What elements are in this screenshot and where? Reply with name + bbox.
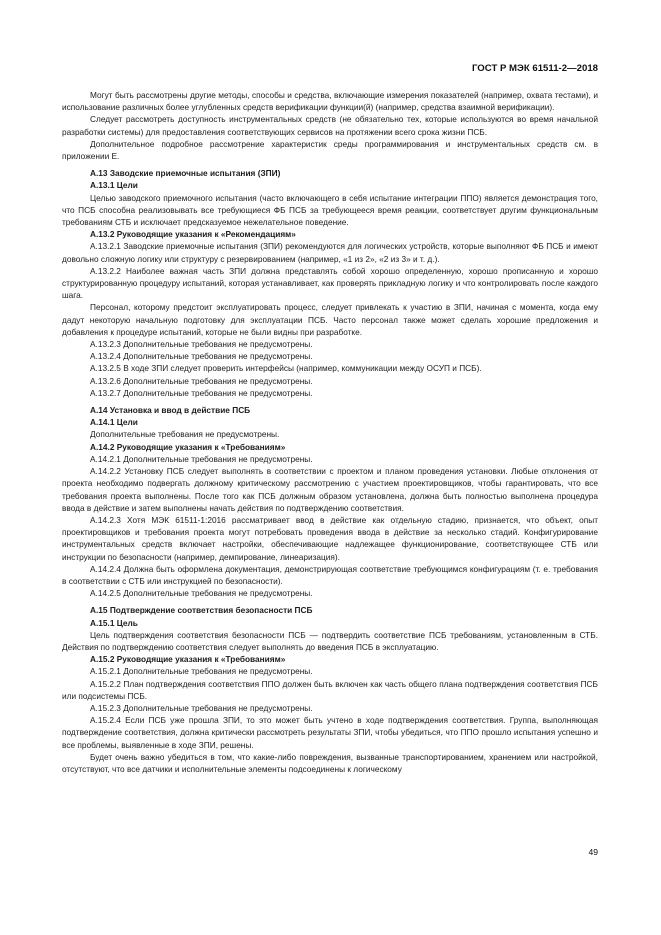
paragraph: А.15.2.4 Если ПСБ уже прошла ЗПИ, то это может быть учтено в ходе подтверждения соответствия. Группа, выполняющая подтверждение соответствия, должна критически рассмотреть результаты ЗПИ, чтобы убедиться, что ППО прошло испытания успешно и все проблемы, выявленные в ходе ЗПИ, решены. <box>62 715 598 750</box>
section-heading-a15: А.15 Подтверждение соответствия безопасности ПСБ <box>90 605 313 616</box>
paragraph: А.14.2.4 Должна быть оформлена документация, демонстрирующая соответствие требующимся конфигурациям (т. е. требования в соответствии с СТБ или инструкцией по безопасности). <box>62 563 598 586</box>
subsection-heading: А.14.2 Руководящие указания к «Требованиям» <box>90 441 286 452</box>
paragraph: Дополнительные требования не предусмотрены. <box>90 429 280 440</box>
paragraph: А.15.2.3 Дополнительные требования не предусмотрены. <box>90 702 313 713</box>
paragraph: А.15.2.2 План подтверждения соответствия ППО должен быть включен как часть общего плана подтверждения соответствия ПСБ или подсистемы ПСБ. <box>62 678 598 701</box>
paragraph: Цель подтверждения соответствия безопасности ПСБ — подтвердить соответствие ПСБ требованиям, установленным в СТБ. Действия по подтверждению соответствия следует выполнять до введения ПСБ в эксплуатацию. <box>62 629 598 652</box>
subsection-heading: А.13.2 Руководящие указания к «Рекомендациям» <box>90 229 296 240</box>
subsection-heading: А.13.1 Цели <box>90 180 138 191</box>
subsection-heading: А.14.1 Цели <box>90 417 138 428</box>
subsection-heading: А.15.1 Цель <box>90 617 138 628</box>
paragraph: А.13.2.1 Заводские приемочные испытания (ЗПИ) рекомендуются для логических устройств, которые выполняют ФБ ПСБ и имеют довольно сложную логику или структуру с резервированием (например, «1 из 2», «2 из 3» и т. д.). <box>62 241 598 264</box>
paragraph: А.14.2.2 Установку ПСБ следует выполнять в соответствии с проектом и планом проведения установки. Любые отклонения от проекта необходимо подвергать должному критическому рассмотрению с участием проектировщиков, чтобы гарантировать, что все требования проекта выполнены. После того как ПСБ должным образом установлена, должна быть полностью выполнена процедура ввода в действие и затем выполнены начать действия по подтверждению соответствия. <box>62 466 598 513</box>
paragraph: А.13.2.2 Наиболее важная часть ЗПИ должна представлять собой хорошо определенную, хорошо прописанную и хорошо структурированную процедуру испытаний, которая устанавливает, как проверять прикладную логику и что контролировать после каждого шага. <box>62 265 598 301</box>
section-heading-a13: А.13 Заводские приемочные испытания (ЗПИ) <box>90 168 281 179</box>
paragraph: А.13.2.5 В ходе ЗПИ следует проверить интерфейсы (например, коммуникации между ОСУП и ПСБ). <box>90 363 482 374</box>
paragraph: Следует рассмотреть доступность инструментальных средств (не обязательно тех, которые используются во время начальной разработки системы) для предоставления соответствующих сервисов на протяжении всего срока жизни ПСБ. <box>62 114 598 137</box>
paragraph: А.13.2.7 Дополнительные требования не предусмотрены. <box>90 387 313 398</box>
paragraph: А.15.2.1 Дополнительные требования не предусмотрены. <box>90 666 313 677</box>
paragraph: А.13.2.3 Дополнительные требования не предусмотрены. <box>90 339 313 350</box>
section-heading-a14: А.14 Установка и ввод в действие ПСБ <box>90 405 251 416</box>
paragraph: А.14.2.1 Дополнительные требования не предусмотрены. <box>90 453 313 464</box>
document-code-header: ГОСТ Р МЭК 61511-2—2018 <box>471 63 598 74</box>
paragraph: Целью заводского приемочного испытания (часто включающего в себя испытание интеграции ППО) является демонстрация того, что ПСБ способна реализовывать все требующиеся ФБ ПСБ за требующееся время реакции, соответствует другим функциональным требованиям СТБ и исключает предсказуемое нежелательное поведение. <box>62 192 598 228</box>
subsection-heading: А.15.2 Руководящие указания к «Требованиям» <box>90 654 286 665</box>
paragraph: А.13.2.4 Дополнительные требования не предусмотрены. <box>90 351 313 362</box>
paragraph: Будет очень важно убедиться в том, что какие-либо повреждения, вызванные транспортированием, хранением или настройкой, отсутствуют, что все датчики и исполнительные элементы подсоединены к логическому <box>62 751 598 774</box>
paragraph: Дополнительное подробное рассмотрение характеристик среды программирования и инструментальных средств см. в приложении Е. <box>62 138 598 162</box>
page-number: 49 <box>588 847 598 857</box>
document-body <box>62 89 598 775</box>
paragraph: А.14.2.5 Дополнительные требования не предусмотрены. <box>90 588 313 599</box>
paragraph: Могут быть рассмотрены другие методы, способы и средства, включающие измерения показателей (например, охвата тестами), и использование различных более углубленных средств верификации функции(й) (например, средства взаимной верификации). <box>62 90 598 113</box>
paragraph: А.13.2.6 Дополнительные требования не предусмотрены. <box>90 375 313 386</box>
paragraph: А.14.2.3 Хотя МЭК 61511-1:2016 рассматривает ввод в действие как отдельную стадию, признается, что объект, опыт проектировщиков и требования проекта могут потребовать проведения ввода в действие за несколько стадий. Конфигурирование инструментальных средств включает настройки, обеспечивающие надлежащее функционирование, соответствующее СТБ или инструкции по безопасности (например, демпирование, линеаризация). <box>62 514 598 562</box>
paragraph: Персонал, которому предстоит эксплуатировать процесс, следует привлекать к участию в ЗПИ, начиная с момента, когда ему дадут некоторую начальную подготовку для эксплуатации ПСБ. Часто персонал также может сделать хорошие предложения и добавления к процедуре испытаний, которые не были видны при разработке. <box>62 302 598 337</box>
